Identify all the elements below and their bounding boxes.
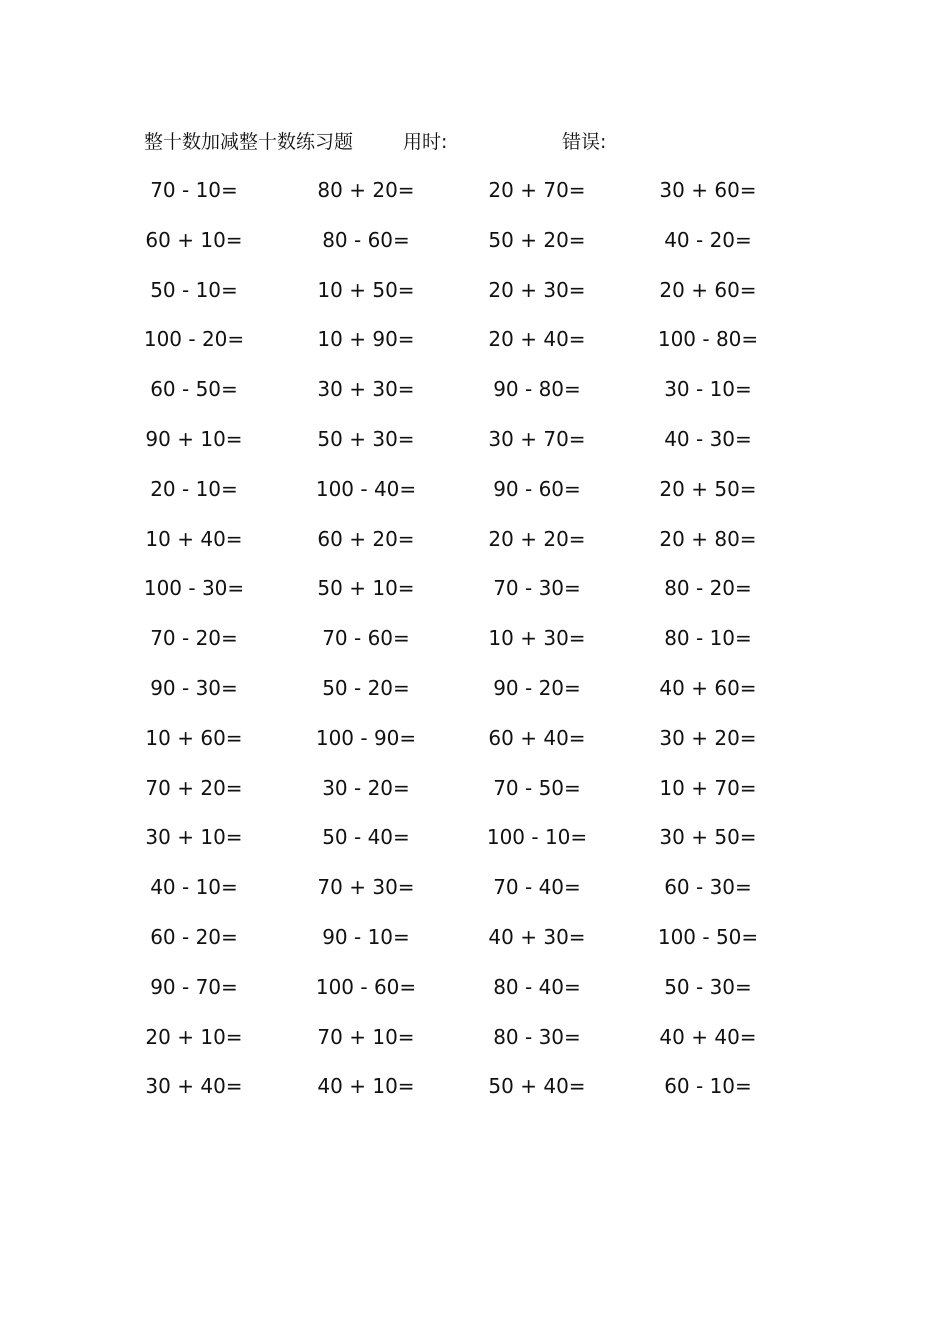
problem-item: 40 + 10= <box>317 1074 415 1099</box>
problem-item: 60 - 50= <box>150 377 238 402</box>
problem-item: 10 + 60= <box>145 725 243 750</box>
problem-item: 60 - 20= <box>150 925 238 949</box>
problem-item: 90 + 10= <box>145 427 243 451</box>
problem-item: 20 + 50= <box>659 476 757 501</box>
problem-item: 60 - 30= <box>664 875 752 900</box>
problem-item: 90 - 10= <box>322 925 410 949</box>
problem-item: 70 + 10= <box>317 1024 415 1049</box>
problem-item: 60 + 10= <box>145 227 243 252</box>
problem-item: 70 - 40= <box>493 875 581 900</box>
problem-item: 80 - 60= <box>322 227 410 252</box>
problem-item: 90 - 80= <box>493 377 581 402</box>
problem-item: 20 + 10= <box>145 1024 243 1049</box>
problem-item: 50 - 10= <box>150 277 238 302</box>
problem-item: 30 - 10= <box>664 377 752 402</box>
problem-item: 70 - 30= <box>493 576 581 601</box>
problem-item: 60 + 20= <box>317 526 415 551</box>
problem-item: 30 + 60= <box>659 178 757 202</box>
problem-item: 30 + 40= <box>145 1074 243 1099</box>
problem-item: 90 - 30= <box>150 676 238 700</box>
problem-item: 10 + 90= <box>317 327 415 352</box>
problem-item: 100 - 40= <box>315 476 417 501</box>
time-label: 用时: <box>403 131 448 153</box>
problem-item: 40 + 40= <box>659 1024 757 1049</box>
problem-item: 40 + 60= <box>659 676 757 700</box>
problem-item: 30 - 20= <box>322 775 410 800</box>
problem-item: 10 + 50= <box>317 277 415 302</box>
problem-item: 100 - 20= <box>143 327 245 352</box>
error-label: 错误: <box>562 131 607 153</box>
problem-item: 40 - 20= <box>664 227 752 252</box>
problem-item: 30 + 10= <box>145 825 243 850</box>
problem-item: 10 + 70= <box>659 775 757 800</box>
problem-item: 80 + 20= <box>317 178 415 202</box>
problem-item: 40 - 10= <box>150 875 238 900</box>
problem-item: 30 + 30= <box>317 377 415 402</box>
problem-item: 100 - 80= <box>657 327 759 352</box>
problem-item: 70 - 50= <box>493 775 581 800</box>
problem-item: 100 - 10= <box>486 825 588 850</box>
problem-item: 20 - 10= <box>150 476 238 501</box>
problem-item: 100 - 50= <box>657 925 759 949</box>
problem-item: 60 - 10= <box>664 1074 752 1099</box>
problem-item: 90 - 20= <box>493 676 581 700</box>
problem-item: 80 - 40= <box>493 974 581 999</box>
problem-item: 50 + 20= <box>488 227 586 252</box>
problem-item: 50 + 10= <box>317 576 415 601</box>
problem-item: 20 + 30= <box>488 277 586 302</box>
problem-item: 70 - 10= <box>150 178 238 202</box>
problem-item: 20 + 40= <box>488 327 586 352</box>
problem-item: 70 + 30= <box>317 875 415 900</box>
problem-item: 50 - 30= <box>664 974 752 999</box>
worksheet-title: 整十数加减整十数练习题 <box>144 131 354 153</box>
problem-item: 50 + 40= <box>488 1074 586 1099</box>
problem-item: 80 - 10= <box>664 626 752 651</box>
problem-item: 100 - 30= <box>143 576 245 601</box>
problem-item: 70 - 60= <box>322 626 410 651</box>
problem-item: 60 + 40= <box>488 725 586 750</box>
problem-item: 70 + 20= <box>145 775 243 800</box>
problem-item: 80 - 20= <box>664 576 752 601</box>
problem-item: 50 - 20= <box>322 676 410 700</box>
problem-item: 30 + 20= <box>659 725 757 750</box>
problem-item: 10 + 40= <box>145 526 243 551</box>
problem-item: 50 + 30= <box>317 427 415 451</box>
problem-item: 20 + 80= <box>659 526 757 551</box>
problem-item: 100 - 90= <box>315 725 417 750</box>
problem-item: 50 - 40= <box>322 825 410 850</box>
problem-item: 20 + 60= <box>659 277 757 302</box>
problem-item: 100 - 60= <box>315 974 417 999</box>
problem-item: 10 + 30= <box>488 626 586 651</box>
problem-item: 90 - 70= <box>150 974 238 999</box>
problem-item: 20 + 20= <box>488 526 586 551</box>
problem-item: 90 - 60= <box>493 476 581 501</box>
problem-item: 80 - 30= <box>493 1024 581 1049</box>
problem-item: 40 + 30= <box>488 925 586 949</box>
problem-item: 40 - 30= <box>664 427 752 451</box>
problem-item: 70 - 20= <box>150 626 238 651</box>
problem-item: 20 + 70= <box>488 178 586 202</box>
problem-item: 30 + 50= <box>659 825 757 850</box>
problem-item: 30 + 70= <box>488 427 586 451</box>
